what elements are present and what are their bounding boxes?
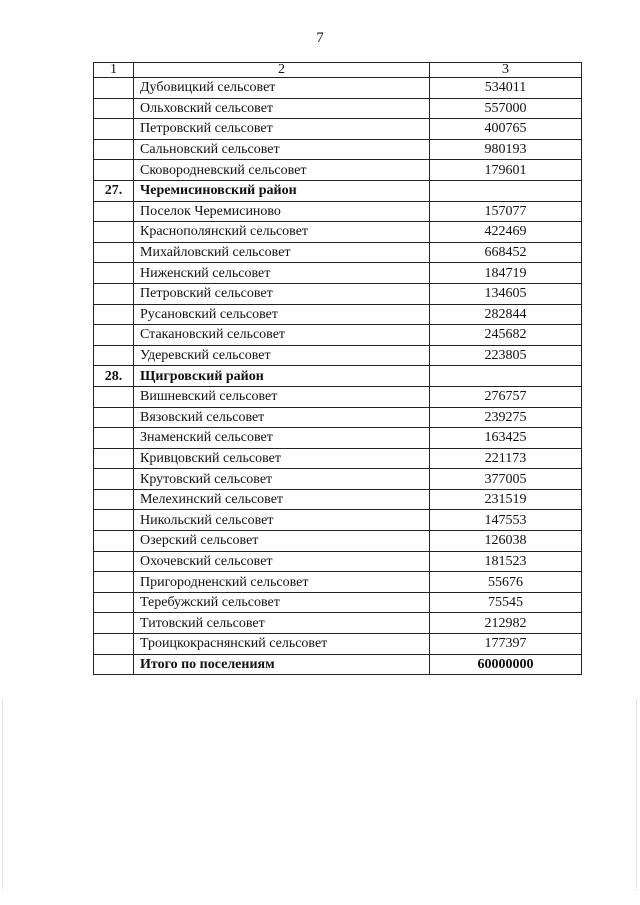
table-row: [94, 551, 582, 572]
amount-cell: 400765: [430, 119, 582, 140]
header-cell-number: 1: [94, 63, 134, 78]
amount-cell: 221173: [430, 448, 582, 469]
scan-edge-left: [2, 700, 5, 890]
table-row: [94, 448, 582, 469]
row-number-cell: [94, 551, 134, 572]
amount-cell: 184719: [430, 263, 582, 284]
settlement-name-cell: Ольховский сельсовет: [134, 98, 430, 119]
table-body: [94, 63, 582, 675]
amount-cell: 980193: [430, 139, 582, 160]
page-number: 7: [316, 30, 324, 46]
table-row: [94, 531, 582, 552]
settlement-name-cell: Удеревский сельсовет: [134, 345, 430, 366]
row-number-cell: [94, 98, 134, 119]
table-row: [94, 634, 582, 655]
amount-cell: [430, 180, 582, 201]
row-number-cell: [94, 139, 134, 160]
settlement-name-cell: Дубовицкий сельсовет: [134, 78, 430, 99]
amount-cell: 668452: [430, 242, 582, 263]
row-number-cell: [94, 78, 134, 99]
table-row: [94, 78, 582, 99]
settlement-name-cell: Ниженский сельсовет: [134, 263, 430, 284]
row-number-cell: [94, 345, 134, 366]
table-row: [94, 592, 582, 613]
amount-cell: 534011: [430, 78, 582, 99]
amount-cell: 134605: [430, 283, 582, 304]
amount-cell: 60000000: [430, 654, 582, 675]
amount-cell: 55676: [430, 572, 582, 593]
row-number-cell: [94, 572, 134, 593]
settlement-name-cell: Поселок Черемисиново: [134, 201, 430, 222]
table-row: [94, 180, 582, 201]
table-row: [94, 407, 582, 428]
table-row: [94, 222, 582, 243]
table-row: [94, 510, 582, 531]
row-number-cell: [94, 407, 134, 428]
table-row: [94, 325, 582, 346]
table-row: [94, 119, 582, 140]
row-number-cell: [94, 386, 134, 407]
settlement-name-cell: Черемисиновский район: [134, 180, 430, 201]
settlement-name-cell: Стакановский сельсовет: [134, 325, 430, 346]
settlement-name-cell: Крутовский сельсовет: [134, 469, 430, 490]
table-row: [94, 613, 582, 634]
settlement-name-cell: Никольский сельсовет: [134, 510, 430, 531]
row-number-cell: 27.: [94, 180, 134, 201]
table-row: [94, 469, 582, 490]
row-number-cell: [94, 448, 134, 469]
settlement-name-cell: Сальновский сельсовет: [134, 139, 430, 160]
table-row: [94, 263, 582, 284]
row-number-cell: [94, 304, 134, 325]
amount-cell: 163425: [430, 428, 582, 449]
table-row: [94, 242, 582, 263]
settlement-name-cell: Петровский сельсовет: [134, 119, 430, 140]
table-row: [94, 366, 582, 387]
settlement-name-cell: Знаменский сельсовет: [134, 428, 430, 449]
amount-cell: 157077: [430, 201, 582, 222]
row-number-cell: [94, 469, 134, 490]
scan-edge-right: [636, 700, 639, 890]
row-number-cell: [94, 119, 134, 140]
amount-cell: 75545: [430, 592, 582, 613]
settlement-name-cell: Русановский сельсовет: [134, 304, 430, 325]
table-row: [94, 386, 582, 407]
row-number-cell: [94, 263, 134, 284]
row-number-cell: [94, 325, 134, 346]
amount-cell: 276757: [430, 386, 582, 407]
amount-cell: 557000: [430, 98, 582, 119]
row-number-cell: [94, 489, 134, 510]
header-cell-value: 3: [430, 63, 582, 78]
settlement-name-cell: Озерский сельсовет: [134, 531, 430, 552]
settlement-name-cell: Михайловский сельсовет: [134, 242, 430, 263]
settlement-name-cell: Краснополянский сельсовет: [134, 222, 430, 243]
settlement-name-cell: Щигровский район: [134, 366, 430, 387]
row-number-cell: [94, 592, 134, 613]
settlement-name-cell: Вишневский сельсовет: [134, 386, 430, 407]
row-number-cell: [94, 222, 134, 243]
settlement-name-cell: Мелехинский сельсовет: [134, 489, 430, 510]
settlement-name-cell: Вязовский сельсовет: [134, 407, 430, 428]
row-number-cell: [94, 242, 134, 263]
amount-cell: 282844: [430, 304, 582, 325]
settlement-name-cell: Теребужский сельсовет: [134, 592, 430, 613]
amount-cell: 179601: [430, 160, 582, 181]
amount-cell: [430, 366, 582, 387]
settlement-name-cell: Петровский сельсовет: [134, 283, 430, 304]
row-number-cell: [94, 160, 134, 181]
amount-cell: 147553: [430, 510, 582, 531]
table-row: [94, 201, 582, 222]
header-cell-name: 2: [134, 63, 430, 78]
amount-cell: 177397: [430, 634, 582, 655]
row-number-cell: [94, 201, 134, 222]
row-number-cell: 28.: [94, 366, 134, 387]
table-row: [94, 139, 582, 160]
amount-cell: 223805: [430, 345, 582, 366]
amount-cell: 377005: [430, 469, 582, 490]
amount-cell: 245682: [430, 325, 582, 346]
table-row: [94, 345, 582, 366]
amount-cell: 126038: [430, 531, 582, 552]
row-number-cell: [94, 428, 134, 449]
row-number-cell: [94, 613, 134, 634]
settlement-name-cell: Троицкокраснянский сельсовет: [134, 634, 430, 655]
settlement-name-cell: Пригородненский сельсовет: [134, 572, 430, 593]
table-row: [94, 283, 582, 304]
table-row: [94, 654, 582, 675]
settlement-name-cell: Итого по поселениям: [134, 654, 430, 675]
allocation-table: [93, 62, 582, 675]
amount-cell: 181523: [430, 551, 582, 572]
row-number-cell: [94, 634, 134, 655]
settlement-name-cell: Титовский сельсовет: [134, 613, 430, 634]
table-row: [94, 572, 582, 593]
settlement-name-cell: Кривцовский сельсовет: [134, 448, 430, 469]
amount-cell: 422469: [430, 222, 582, 243]
table-header-row: [94, 63, 582, 78]
settlement-name-cell: Охочевский сельсовет: [134, 551, 430, 572]
row-number-cell: [94, 283, 134, 304]
row-number-cell: [94, 654, 134, 675]
settlement-name-cell: Сковородневский сельсовет: [134, 160, 430, 181]
amount-cell: 212982: [430, 613, 582, 634]
table-row: [94, 304, 582, 325]
table-row: [94, 489, 582, 510]
row-number-cell: [94, 531, 134, 552]
row-number-cell: [94, 510, 134, 531]
amount-cell: 231519: [430, 489, 582, 510]
table-row: [94, 428, 582, 449]
amount-cell: 239275: [430, 407, 582, 428]
table-row: [94, 98, 582, 119]
table-row: [94, 160, 582, 181]
